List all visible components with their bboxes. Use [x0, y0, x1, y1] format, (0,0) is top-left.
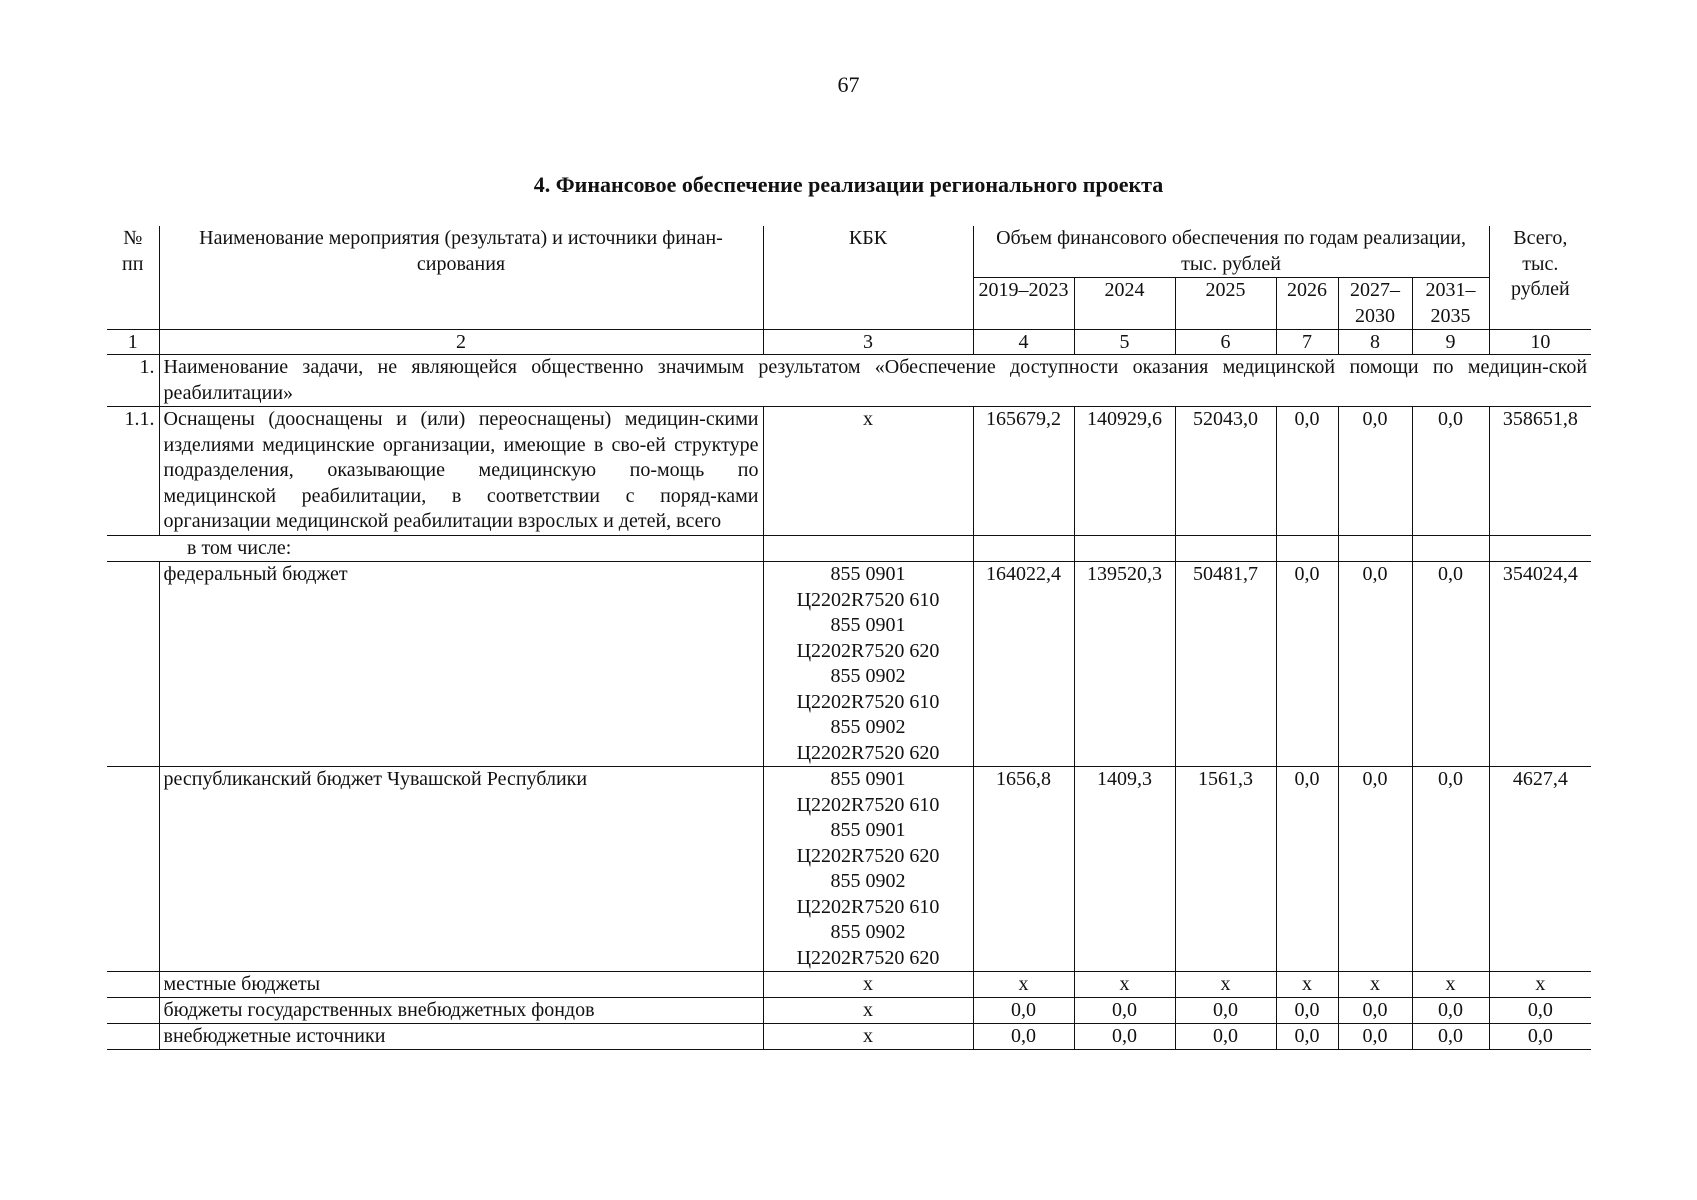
source-value: 0,0: [973, 1024, 1074, 1050]
kbk-line: 855 0901: [830, 563, 906, 585]
source-name: местные бюджеты: [159, 972, 763, 998]
including-label: в том числе:: [107, 535, 763, 562]
header-year: 2026: [1276, 278, 1338, 330]
source-value: 0,0: [1412, 767, 1489, 972]
empty-cell: [1412, 535, 1489, 562]
source-value: 0,0: [1412, 1024, 1489, 1050]
header-year: 2025: [1175, 278, 1276, 330]
kbk-line: Ц2202R7520 610: [796, 895, 940, 918]
kbk-line: 855 0901: [830, 819, 906, 841]
result-number: 1.1.: [107, 407, 159, 536]
column-number: 10: [1489, 330, 1591, 355]
header-year: 2019–2023: [973, 278, 1074, 330]
source-total: 0,0: [1489, 1024, 1591, 1050]
result-value: 0,0: [1412, 407, 1489, 536]
source-value: 1409,3: [1074, 767, 1175, 972]
source-kbk: х: [763, 998, 973, 1024]
source-value: 164022,4: [973, 562, 1074, 767]
result-row: [107, 407, 1591, 536]
source-value: 0,0: [1338, 998, 1412, 1024]
source-value: х: [973, 972, 1074, 998]
source-name: внебюджетные источники: [159, 1024, 763, 1050]
source-value: 0,0: [1276, 1024, 1338, 1050]
column-number: 1: [107, 330, 159, 355]
source-total: 0,0: [1489, 998, 1591, 1024]
header-year: 2024: [1074, 278, 1175, 330]
kbk-line: 855 0902: [830, 921, 906, 943]
source-total: 4627,4: [1489, 767, 1591, 972]
source-value: 0,0: [1175, 1024, 1276, 1050]
source-value: 1561,3: [1175, 767, 1276, 972]
empty-cell: [1338, 535, 1412, 562]
source-value: 0,0: [1338, 1024, 1412, 1050]
empty-cell: [107, 1024, 159, 1050]
source-row: [107, 972, 1591, 998]
page-number: 67: [837, 72, 860, 97]
source-name: федеральный бюджет: [159, 562, 763, 767]
including-row: [107, 535, 1591, 562]
empty-cell: [107, 767, 159, 972]
source-value: 139520,3: [1074, 562, 1175, 767]
kbk-line: 855 0902: [830, 665, 906, 687]
source-row: [107, 767, 1591, 972]
header-kbk: КБК: [763, 226, 973, 330]
header-year: 2031–2035: [1412, 278, 1489, 330]
source-value: 0,0: [973, 998, 1074, 1024]
kbk-line: 855 0902: [830, 716, 906, 738]
result-name: Оснащены (дооснащены и (или) переоснащены) медицин-скими изделиями медицинские организации, имеющие в сво-ей структуре подразделения, оказывающие медицинскую по-мощь по медицинской реабилитации, в соответствии с поряд-ками организации медицинской реабилитации взрослых и детей, всего: [159, 407, 763, 536]
source-value: 1656,8: [973, 767, 1074, 972]
empty-cell: [763, 535, 973, 562]
kbk-line: Ц2202R7520 610: [796, 588, 940, 611]
empty-cell: [1074, 535, 1175, 562]
result-value: 0,0: [1338, 407, 1412, 536]
empty-cell: [973, 535, 1074, 562]
result-value: 52043,0: [1175, 407, 1276, 536]
empty-cell: [1276, 535, 1338, 562]
empty-cell: [107, 998, 159, 1024]
empty-cell: [107, 562, 159, 767]
empty-cell: [1489, 535, 1591, 562]
source-value: 0,0: [1412, 998, 1489, 1024]
header-row: [107, 226, 1591, 278]
empty-cell: [107, 972, 159, 998]
source-row: [107, 562, 1591, 767]
kbk-line: Ц2202R7520 620: [796, 844, 940, 867]
source-total: 354024,4: [1489, 562, 1591, 767]
source-value: х: [1276, 972, 1338, 998]
source-value: 50481,7: [1175, 562, 1276, 767]
result-kbk: х: [763, 407, 973, 536]
header-name: Наименование мероприятия (результата) и источники финан-сирования: [159, 226, 763, 330]
source-kbk: [763, 767, 973, 972]
header-year: 2027–2030: [1338, 278, 1412, 330]
source-value: х: [1338, 972, 1412, 998]
column-number: 4: [973, 330, 1074, 355]
source-row: [107, 1024, 1591, 1050]
kbk-line: Ц2202R7520 610: [796, 793, 940, 816]
empty-cell: [1175, 535, 1276, 562]
source-name: республиканский бюджет Чувашской Республики: [159, 767, 763, 972]
column-number-row: [107, 330, 1591, 355]
column-number: 5: [1074, 330, 1175, 355]
kbk-line: Ц2202R7520 620: [796, 639, 940, 662]
source-value: 0,0: [1276, 767, 1338, 972]
column-number: 2: [159, 330, 763, 355]
header-volume: Объем финансового обеспечения по годам реализации, тыс. рублей: [973, 226, 1489, 278]
kbk-line: 855 0902: [830, 870, 906, 892]
task-row: [107, 355, 1591, 407]
source-kbk: х: [763, 972, 973, 998]
result-value: 165679,2: [973, 407, 1074, 536]
header-total: Всего, тыс. рублей: [1489, 226, 1591, 330]
financing-table: [107, 226, 1591, 1050]
result-total: 358651,8: [1489, 407, 1591, 536]
kbk-line: Ц2202R7520 620: [796, 946, 940, 969]
source-value: 0,0: [1175, 998, 1276, 1024]
column-number: 3: [763, 330, 973, 355]
source-value: 0,0: [1338, 767, 1412, 972]
kbk-line: 855 0901: [830, 614, 906, 636]
result-value: 0,0: [1276, 407, 1338, 536]
source-value: х: [1412, 972, 1489, 998]
column-number: 7: [1276, 330, 1338, 355]
kbk-line: Ц2202R7520 610: [796, 690, 940, 713]
source-row: [107, 998, 1591, 1024]
section-title: 4. Финансовое обеспечение реализации регионального проекта: [533, 172, 1164, 197]
source-kbk: [763, 562, 973, 767]
source-kbk: х: [763, 1024, 973, 1050]
kbk-line: 855 0901: [830, 768, 906, 790]
source-value: 0,0: [1276, 562, 1338, 767]
column-number: 6: [1175, 330, 1276, 355]
source-name: бюджеты государственных внебюджетных фондов: [159, 998, 763, 1024]
kbk-line: Ц2202R7520 620: [796, 741, 940, 764]
source-value: х: [1175, 972, 1276, 998]
source-value: 0,0: [1412, 562, 1489, 767]
source-value: 0,0: [1074, 998, 1175, 1024]
result-value: 140929,6: [1074, 407, 1175, 536]
task-text: Наименование задачи, не являющейся общественно значимым результатом «Обеспечение доступности оказания медицинской помощи по медицин-ской реабилитации»: [159, 355, 1591, 407]
source-total: х: [1489, 972, 1591, 998]
column-number: 9: [1412, 330, 1489, 355]
source-value: 0,0: [1276, 998, 1338, 1024]
source-value: х: [1074, 972, 1175, 998]
column-number: 8: [1338, 330, 1412, 355]
source-value: 0,0: [1074, 1024, 1175, 1050]
task-number: 1.: [107, 355, 159, 407]
header-num: № пп: [107, 226, 159, 330]
source-value: 0,0: [1338, 562, 1412, 767]
